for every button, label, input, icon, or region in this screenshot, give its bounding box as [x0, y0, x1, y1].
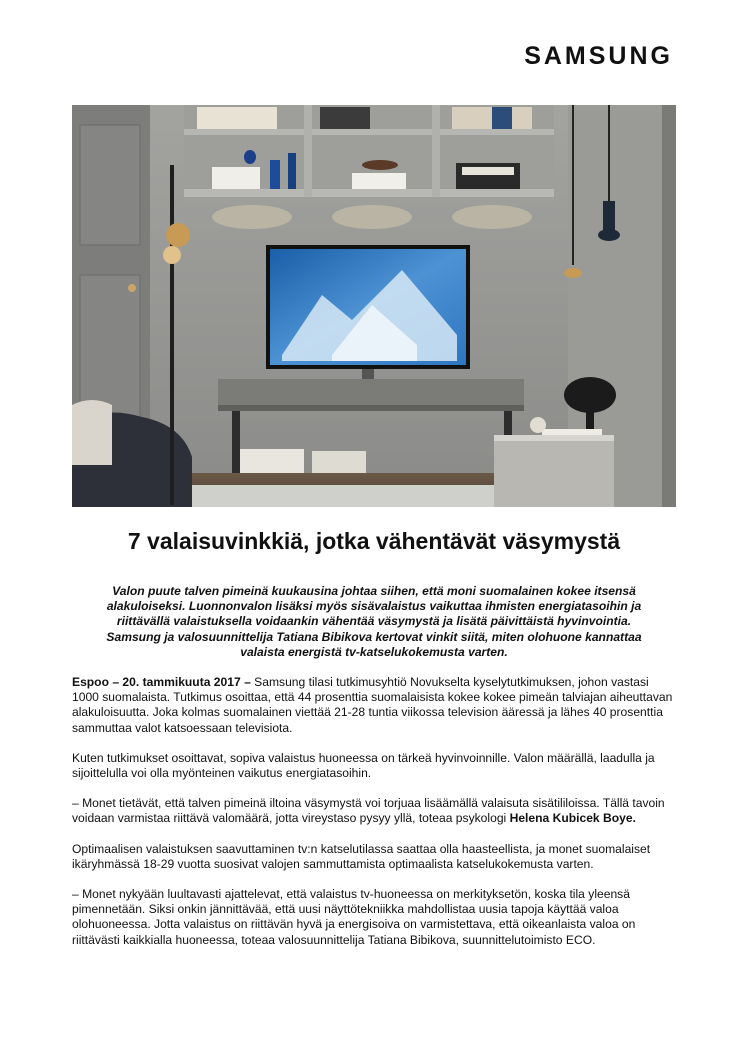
- article-title: 7 valaisuvinkkiä, jotka vähentävät väsymystä: [127, 528, 621, 554]
- paragraph-3: [72, 796, 676, 826]
- article-body: [72, 675, 676, 963]
- paragraph-3-text: – Monet tietävät, että talven pimeinä iltoina väsymystä voi torjuaa lisäämällä valaisuta sisätililoissa. Tällä tavoin voidaan varmistaa riittävä valomäärä, jotta vireystaso pysyy yllä, toteaa psykologi: [72, 796, 665, 826]
- paragraph-2: Kuten tutkimukset osoittavat, sopiva valaistus huoneessa on tärkeä hyvinvoinnille. Valon määrällä, laadulla ja sijoittelulla voi olla myönteinen vaikutus energiatasoihin.: [72, 750, 655, 781]
- dateline: Espoo – 20. tammikuuta 2017 –: [72, 675, 251, 689]
- psychologist-name: Helena Kubicek Boye.: [509, 811, 636, 826]
- hero-photo: [72, 105, 676, 507]
- paragraph-4: Optimaalisen valaistuksen saavuttaminen tv:n katselutilassa saattaa olla haasteellista, ja monet suomalaiset ikäryhmässä 18-29 vuotta suosivat valojen sammuttamista optimaalista katselukokemusta varten.: [72, 841, 651, 871]
- article-lede: Valon puute talven pimeinä kuukausina johtaa siihen, että moni suomalainen kokee itsensä alakuloiseksi. Luonnonvalon lisäksi myös sisävalaistus vaikuttaa ihmisten energiatasoihin ja riittävällä valaistuksella voidaankin vähentää väsymystä ja lisätä päivittäistä hyvinvointia. Samsung ja valosuunnittelija Tatiana Bibikova kertovat vinkit siitä, miten olohuone kannattaa valaista energistä tv-katselukokemusta varten.: [106, 584, 642, 659]
- paragraph-1: [72, 675, 676, 736]
- samsung-logo: SAMSUNG: [524, 42, 673, 70]
- paragraph-1-text: Samsung tilasi tutkimusyhtiö Novukselta kyselytutkimuksen, johon vastasi 1000 suomalaista. Tutkimus osoittaa, että 44 prosenttia suomalaisista kokee kokee pimeän talviajan aiheuttavan alakuloisuutta. Joka kolmas suomalainen viettää 21-28 tuntia viikossa television ääressä ja lähes 40 prosenttia sammuttaa valot katsoessaan televisiota.: [72, 675, 673, 735]
- living-room-illustration: [72, 105, 676, 507]
- paragraph-5: – Monet nykyään luultavasti ajattelevat, että valaistus tv-huoneessa on merkityksetön, koska tila yleensä pimennetään. Siksi onkin jännittävää, että uusi näyttötekniikka mahdollistaa uusia tapoja käyttää valoa olohuoneessa. Jotta valaistus on riittävän hyvä ja energisoiva on varmistettava, että oikeanlaista valoa on riittävästi kaikkialla huoneessa, toteaa valosuunnittelija Tatiana Bibikova, suunnittelutoimisto ECO.: [72, 887, 636, 947]
